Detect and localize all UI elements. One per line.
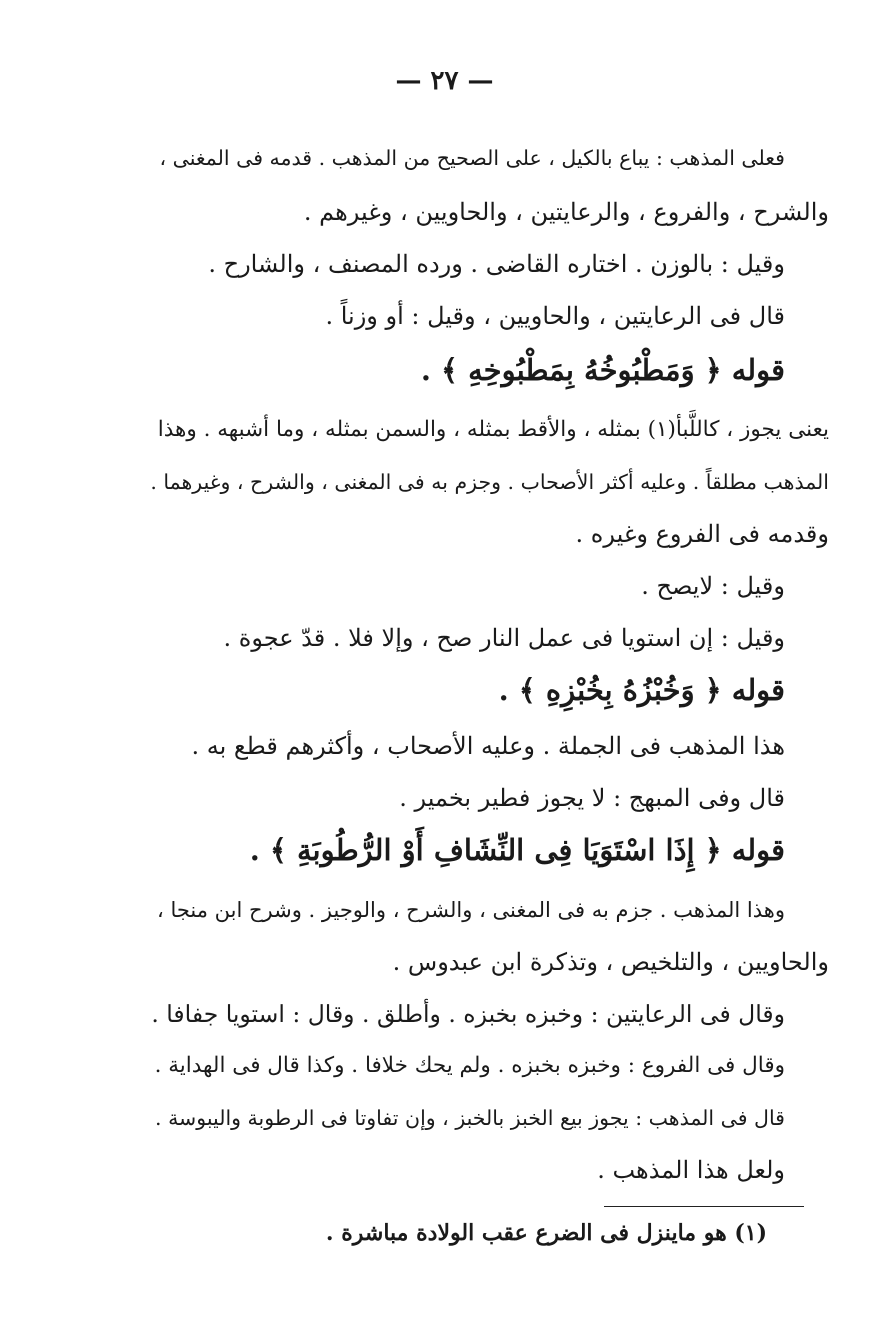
paragraph-line: قال فى المذهب : يجوز بيع الخبز بالخبز ، وإن تفاوتا فى الرطوبة واليبوسة . — [155, 1106, 785, 1130]
paragraph-line: قال فى الرعايتين ، والحاويين ، وقيل : أو وزناً . — [325, 302, 785, 330]
paragraph-line: والشرح ، والفروع ، والرعايتين ، والحاويين ، وغيرهم . — [303, 198, 829, 226]
paragraph-line: وقيل : بالوزن . اختاره القاضى . ورده المصنف ، والشارح . — [208, 250, 785, 278]
paragraph-line: يعنى يجوز ، كاللَّبأ(١) بمثله ، والأقط بمثله ، والسمن بمثله ، وما أشبهه . وهذا — [157, 417, 829, 442]
paragraph-line: وقيل : لايصح . — [641, 572, 785, 600]
footnote: (١) هو ماينزل فى الضرع عقب الولادة مباشرة . — [325, 1220, 767, 1246]
section-heading: قوله ﴿ وَمَطْبُوخُهُ بِمَطْبُوخِهِ ﴾ . — [420, 353, 785, 387]
paragraph-line: ولعل هذا المذهب . — [597, 1156, 785, 1184]
paragraph-line: وقيل : إن استويا فى عمل النار صح ، وإلا فلا . قدّ عجوة . — [223, 624, 785, 652]
footnote-divider — [604, 1206, 804, 1207]
paragraph-line: وقال فى الرعايتين : وخبزه بخبزه . وأطلق . وقال : استويا جفافا . — [151, 1000, 785, 1028]
paragraph-line: المذهب مطلقاً . وعليه أكثر الأصحاب . وجزم به فى المغنى ، والشرح ، وغيرهما . — [150, 470, 829, 494]
paragraph-line: وهذا المذهب . جزم به فى المغنى ، والشرح ، والوجيز . وشرح ابن منجا ، — [156, 898, 785, 922]
paragraph-line: فعلى المذهب : يباع بالكيل ، على الصحيح من المذهب . قدمه فى المغنى ، — [159, 146, 785, 170]
paragraph-line: قال وفى المبهج : لا يجوز فطير بخمير . — [399, 784, 785, 812]
paragraph-line: وقال فى الفروع : وخبزه بخبزه . ولم يحك خلافا . وكذا قال فى الهداية . — [154, 1053, 785, 1078]
paragraph-line: والحاويين ، والتلخيص ، وتذكرة ابن عبدوس . — [392, 948, 829, 976]
section-heading: قوله ﴿ إِذَا اسْتَوَيَا فِى النِّشَافِ أَوْ الرُّطُوبَةِ ﴾ . — [249, 833, 785, 867]
paragraph-line: وقدمه فى الفروع وغيره . — [575, 520, 829, 548]
section-heading: قوله ﴿ وَخُبْزُهُ بِخُبْزِهِ ﴾ . — [498, 673, 785, 707]
paragraph-line: هذا المذهب فى الجملة . وعليه الأصحاب ، وأكثرهم قطع به . — [191, 732, 785, 760]
page-number: — ٢٧ — — [395, 66, 494, 96]
